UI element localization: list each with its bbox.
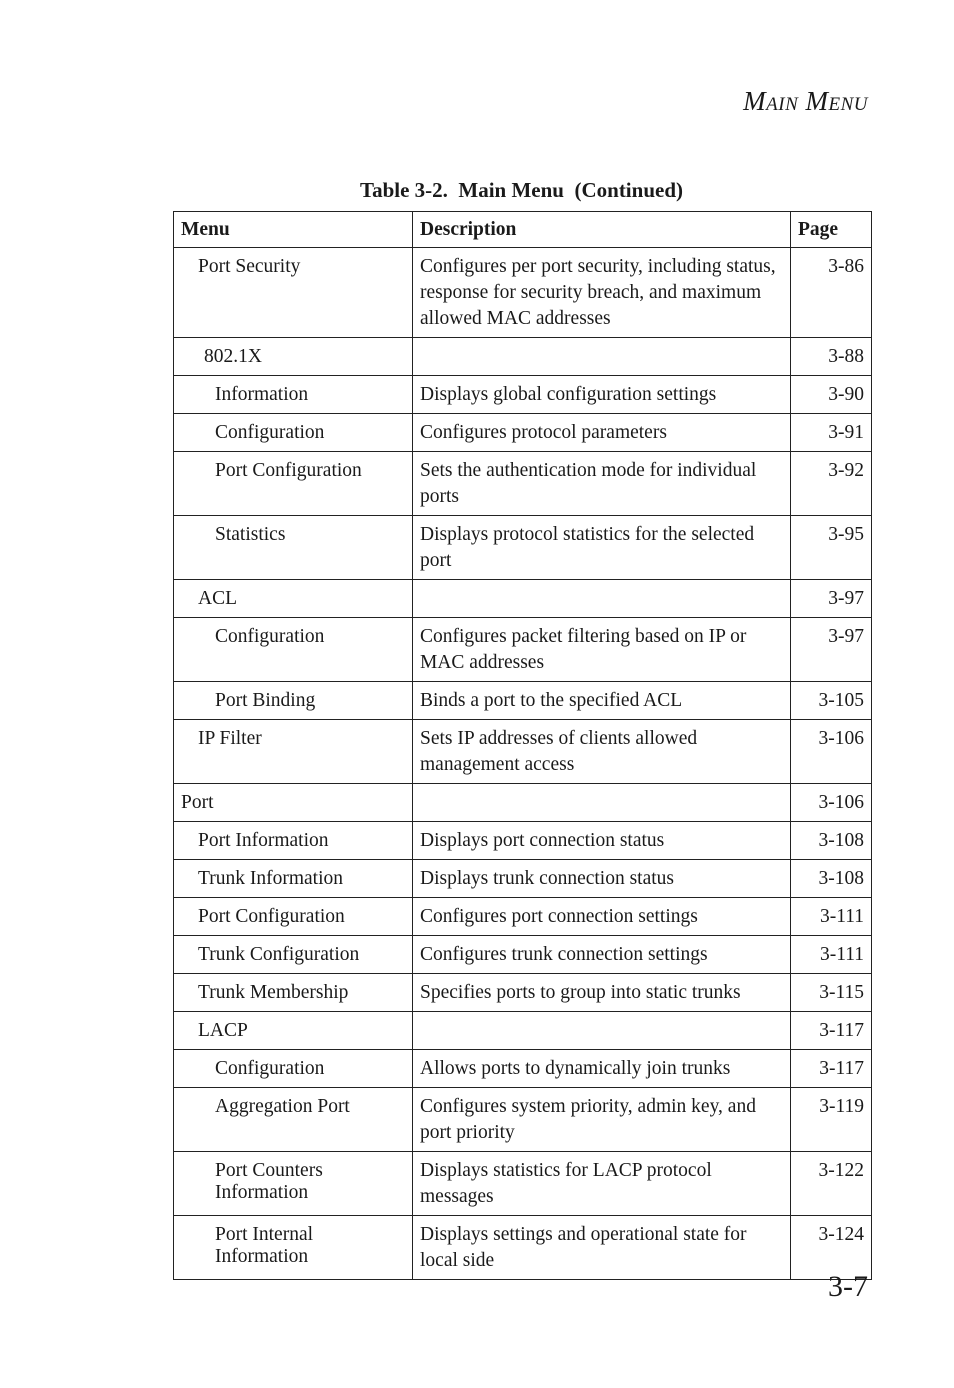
menu-cell: Configuration <box>174 618 413 682</box>
menu-cell: Port Counters Information <box>174 1152 413 1216</box>
description-cell: Binds a port to the specified ACL <box>413 682 791 720</box>
table-row <box>174 898 872 936</box>
column-header-page: Page <box>791 212 872 248</box>
menu-cell: LACP <box>174 1012 413 1050</box>
page-cell: 3-97 <box>791 618 872 682</box>
description-cell: Displays port connection status <box>413 822 791 860</box>
menu-cell: Port Configuration <box>174 452 413 516</box>
menu-cell: Configuration <box>174 414 413 452</box>
menu-cell: Configuration <box>174 1050 413 1088</box>
table-row <box>174 338 872 376</box>
page-number: 3-7 <box>828 1270 868 1303</box>
menu-cell: Statistics <box>174 516 413 580</box>
menu-cell: Information <box>174 376 413 414</box>
table-row <box>174 452 872 516</box>
description-cell: Configures protocol parameters <box>413 414 791 452</box>
description-cell <box>413 784 791 822</box>
page-cell: 3-86 <box>791 248 872 338</box>
menu-cell: Port Information <box>174 822 413 860</box>
table-row <box>174 414 872 452</box>
page-cell: 3-111 <box>791 936 872 974</box>
table-row <box>174 720 872 784</box>
description-cell: Configures port connection settings <box>413 898 791 936</box>
table-body <box>174 248 872 1280</box>
page-cell: 3-108 <box>791 822 872 860</box>
table-row <box>174 248 872 338</box>
table-row <box>174 682 872 720</box>
description-cell: Configures packet filtering based on IP or MAC addresses <box>413 618 791 682</box>
page-cell: 3-97 <box>791 580 872 618</box>
page-cell: 3-91 <box>791 414 872 452</box>
menu-cell: Port <box>174 784 413 822</box>
menu-cell: 802.1X <box>174 338 413 376</box>
page-cell: 3-90 <box>791 376 872 414</box>
page-cell: 3-95 <box>791 516 872 580</box>
menu-cell: ACL <box>174 580 413 618</box>
description-cell: Displays trunk connection status <box>413 860 791 898</box>
page-cell: 3-119 <box>791 1088 872 1152</box>
table-row <box>174 1088 872 1152</box>
page-cell: 3-117 <box>791 1012 872 1050</box>
description-cell: Sets IP addresses of clients allowed management access <box>413 720 791 784</box>
table-row <box>174 1050 872 1088</box>
description-cell: Displays statistics for LACP protocol messages <box>413 1152 791 1216</box>
table-row <box>174 1216 872 1280</box>
description-cell: Configures trunk connection settings <box>413 936 791 974</box>
menu-cell: Aggregation Port <box>174 1088 413 1152</box>
menu-cell: Port Configuration <box>174 898 413 936</box>
menu-cell: Port Binding <box>174 682 413 720</box>
page-cell: 3-108 <box>791 860 872 898</box>
description-cell: Displays global configuration settings <box>413 376 791 414</box>
running-header-title: Main Menu <box>743 86 868 116</box>
page-cell: 3-92 <box>791 452 872 516</box>
table-row <box>174 516 872 580</box>
description-cell <box>413 580 791 618</box>
menu-cell: IP Filter <box>174 720 413 784</box>
column-header-description: Description <box>413 212 791 248</box>
main-menu-table <box>173 211 872 1280</box>
page-cell: 3-88 <box>791 338 872 376</box>
page-cell: 3-117 <box>791 1050 872 1088</box>
description-cell: Displays protocol statistics for the selected port <box>413 516 791 580</box>
menu-cell: Port Security <box>174 248 413 338</box>
page-cell: 3-106 <box>791 784 872 822</box>
page-cell: 3-122 <box>791 1152 872 1216</box>
description-cell: Configures system priority, admin key, and port priority <box>413 1088 791 1152</box>
table-row <box>174 860 872 898</box>
page-cell: 3-115 <box>791 974 872 1012</box>
description-cell: Allows ports to dynamically join trunks <box>413 1050 791 1088</box>
page-cell: 3-124 <box>791 1216 872 1280</box>
description-cell <box>413 1012 791 1050</box>
table-row <box>174 784 872 822</box>
table-row <box>174 822 872 860</box>
description-cell: Specifies ports to group into static trunks <box>413 974 791 1012</box>
page-cell: 3-111 <box>791 898 872 936</box>
table-row <box>174 376 872 414</box>
menu-cell: Trunk Configuration <box>174 936 413 974</box>
table-header-row <box>174 212 872 248</box>
table-row <box>174 1152 872 1216</box>
table-row <box>174 936 872 974</box>
table-row <box>174 974 872 1012</box>
description-cell: Configures per port security, including status, response for security breach, and maximum allowed MAC addresses <box>413 248 791 338</box>
table-row <box>174 580 872 618</box>
description-cell: Displays settings and operational state for local side <box>413 1216 791 1280</box>
table-row <box>174 618 872 682</box>
table-caption: Table 3-2. Main Menu (Continued) <box>359 178 683 202</box>
description-cell <box>413 338 791 376</box>
page-cell: 3-105 <box>791 682 872 720</box>
page-cell: 3-106 <box>791 720 872 784</box>
table-row <box>174 1012 872 1050</box>
menu-cell: Port Internal Information <box>174 1216 413 1280</box>
description-cell: Sets the authentication mode for individual ports <box>413 452 791 516</box>
menu-cell: Trunk Information <box>174 860 413 898</box>
column-header-menu: Menu <box>174 212 413 248</box>
menu-cell: Trunk Membership <box>174 974 413 1012</box>
